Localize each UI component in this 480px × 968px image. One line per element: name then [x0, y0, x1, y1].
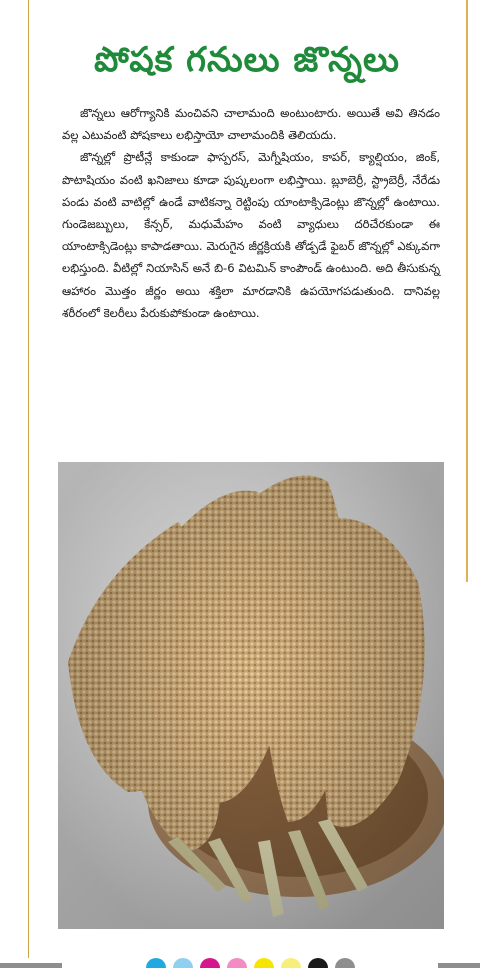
article-headline: పోషక గనులు జొన్నలు — [94, 40, 400, 80]
column-rule-right — [466, 0, 468, 582]
registration-bar-right — [438, 963, 480, 968]
article-paragraph-2: జొన్నల్లో ప్రొటీన్లే కాకుండా ఫాస్పరస్, మెగ్నీషియం, కాపర్, క్యాల్షియం, జింక్, పొటాషియం వంటి ఖనిజాలు కూడా పుష్కలంగా లభిస్తాయి. బ్లూబెర్రీ, స్ట్రాబెర్రీ, నేరేడు పండు వంటి వాటిల్లో ఉండే వాటికన్నా రెట్టింపు యాంటాక్సిడెంట్లు జొన్నల్లో ఉంటాయి. గుండెజబ్బులు, కేన్సర్, మధుమేహం వంటి వ్యాధులు దరిచేరకుండా ఈ యాంటాక్సిడెంట్లు కాపాడతాయి. మెరుగైన జీర్ణక్రియకి తోడ్పడే ఫైబర్ జొన్నల్లో ఎక్కువగా లభిస్తుంది. వీటిల్లో నియాసిన్ అనే బి-6 విటమిన్ కాంపౌండ్ ఉంటుంది. అది తీసుకున్న ఆహారం మొత్తం జీర్ణం అయి శక్తిలా మారడానికి ఉపయోగపడుతుంది. దానివల్ల శరీరంలో కెలరీలు పేరుకుపోకుండా ఉంటాయి. — [62, 150, 440, 320]
sorghum-photo — [58, 462, 444, 929]
registration-bar-left — [0, 963, 62, 968]
article-body — [62, 102, 440, 324]
sorghum-illustration — [58, 462, 444, 929]
column-rule-left — [28, 0, 29, 958]
article-paragraph-1: జొన్నలు ఆరోగ్యానికి మంచివని చాలామంది అంటుంటారు. అయితే అవి తినడం వల్ల ఎటువంటి పోషకాలు లభిస్తాయో చాలామందికి తెలియదు. — [62, 106, 440, 143]
